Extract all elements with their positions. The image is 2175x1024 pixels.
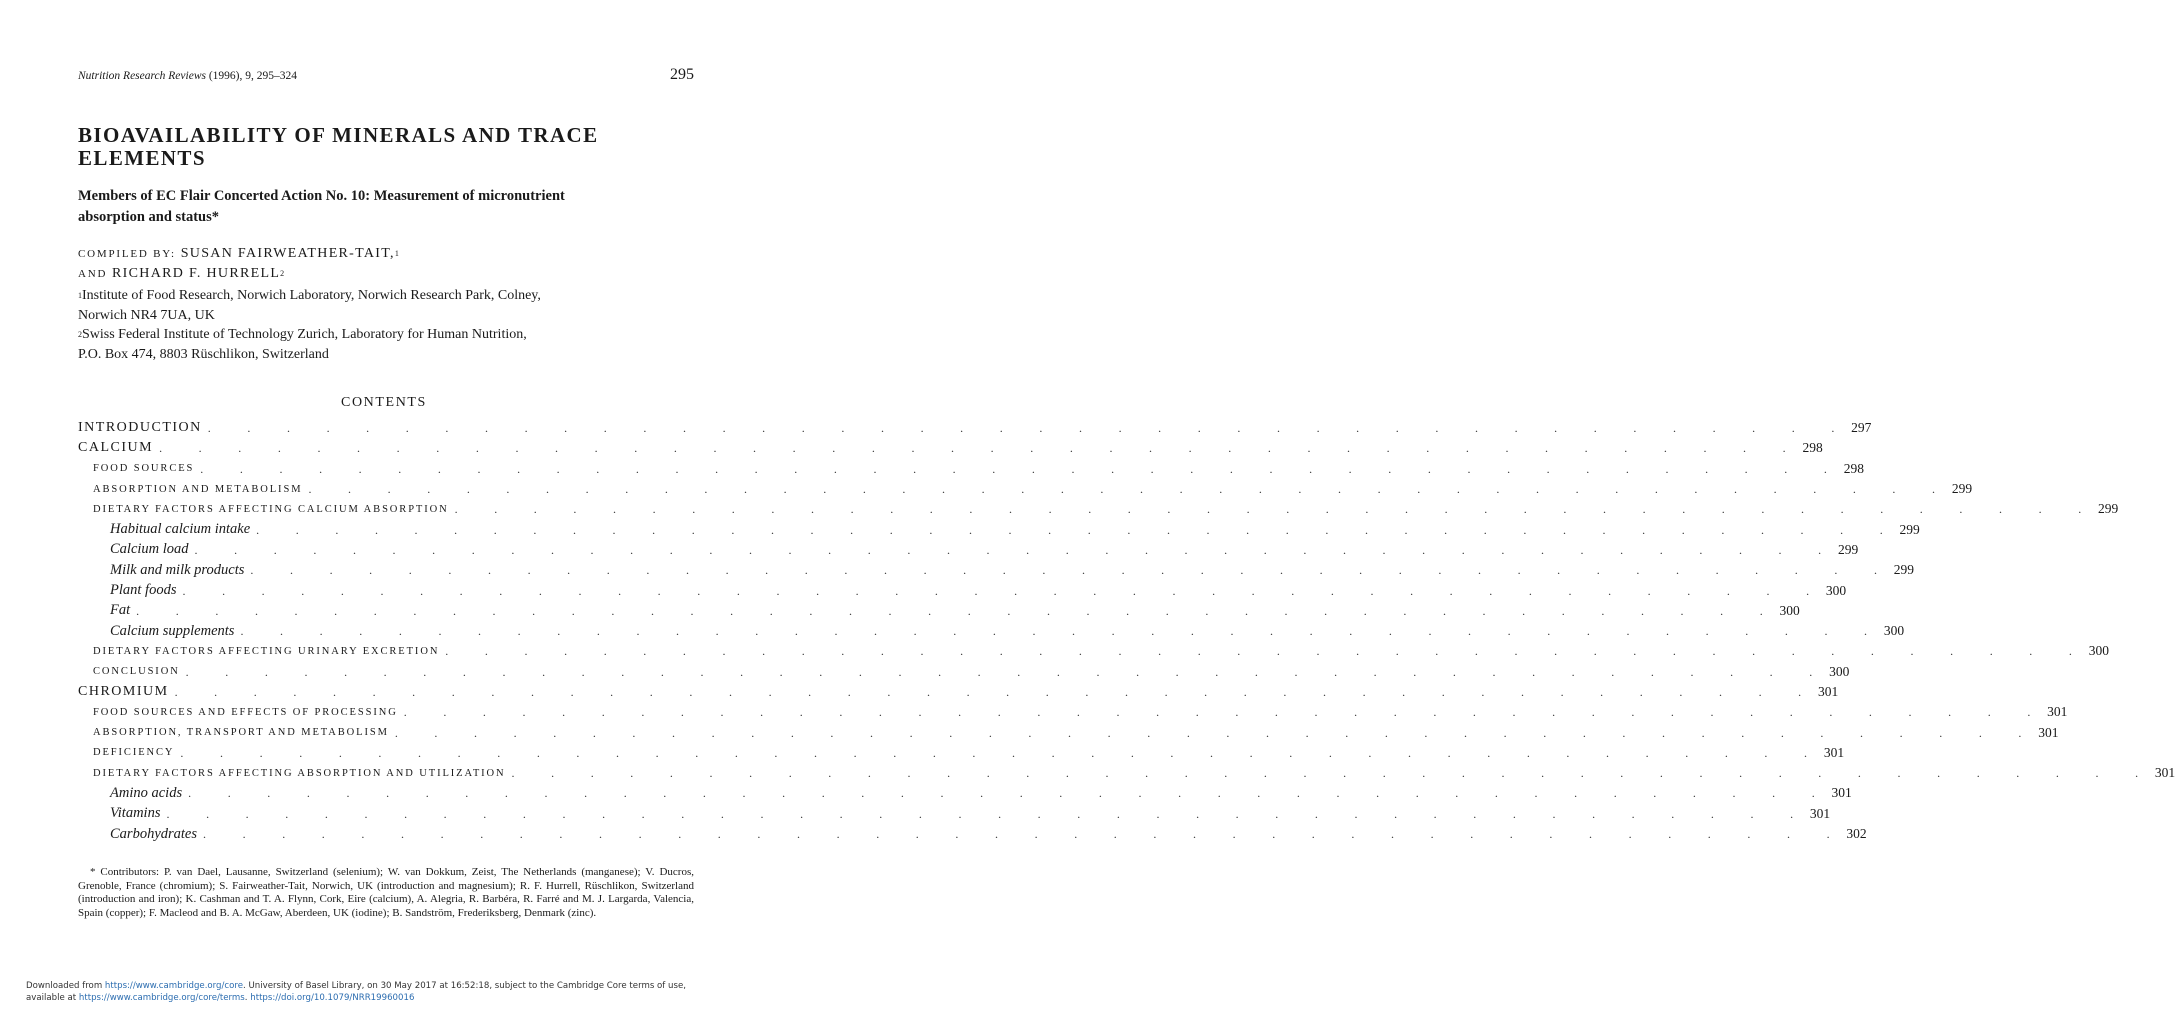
toc-entry-chromium-dietary-factors[interactable] <box>78 763 2175 783</box>
toc-leader: . . . . . . . . . . . . . . . . . . . . . . . . . . . . . . . . . . . . . . . . . . <box>454 502 2099 517</box>
download-separator: . <box>244 993 251 1003</box>
toc-page: 300 <box>1829 663 1850 679</box>
author-2: RICHARD F. HURRELL <box>112 266 281 281</box>
toc-label: Plant foods <box>110 582 177 599</box>
toc-leader: . . . . . . . . . . . . . . . . . . . . . . . . . . . . . . . . . . . . . . . . . . <box>394 725 2039 740</box>
author-line-1 <box>78 244 698 264</box>
toc-label: Milk and milk products <box>110 561 245 578</box>
toc-entry-urinary-excretion[interactable] <box>78 641 2109 661</box>
author-block <box>78 244 698 284</box>
toc-label: DIETARY FACTORS AFFECTING URINARY EXCRETION <box>93 645 440 657</box>
toc-page: 299 <box>2098 501 2119 517</box>
toc-leader: . . . . . . . . . . . . . . . . . . . . . . . . . . . . . . . . . . . . . . . . . . <box>403 705 2048 720</box>
toc-entry-calcium-supplements[interactable] <box>78 621 1905 641</box>
table-of-contents <box>78 418 2175 844</box>
toc-leader: . . . . . . . . . . . . . . . . . . . . . . . . . . . . . . . . . . . . . . . . . . <box>194 542 1838 557</box>
toc-entry-calcium-food-sources[interactable] <box>78 459 1864 479</box>
toc-entry-dietary-factors-calcium[interactable] <box>78 499 2119 519</box>
author-line-2 <box>78 264 698 284</box>
toc-leader: . . . . . . . . . . . . . . . . . . . . . . . . . . . . . . . . . . . . . . . . . . <box>180 745 1824 760</box>
toc-label: INTRODUCTION <box>78 420 202 436</box>
compiled-by-label: COMPILED BY: <box>78 248 176 260</box>
toc-entry-milk-products[interactable] <box>78 560 1915 580</box>
toc-label: DEFICIENCY <box>93 747 175 759</box>
toc-label: FOOD SOURCES AND EFFECTS OF PROCESSING <box>93 706 398 718</box>
toc-page: 297 <box>1851 420 1872 436</box>
toc-leader: . . . . . . . . . . . . . . . . . . . . . . . . . . . . . . . . . . . . . . . . . . <box>159 441 1803 456</box>
toc-leader: . . . . . . . . . . . . . . . . . . . . . . . . . . . . . . . . . . . . . . . . . . <box>174 685 1818 699</box>
download-line-1 <box>26 980 746 992</box>
toc-entry-chromium-absorption[interactable] <box>78 722 2059 742</box>
toc-entry-introduction[interactable] <box>78 418 1872 438</box>
toc-label: FOOD SOURCES <box>93 463 195 475</box>
affiliation-1-sup: 1 <box>78 291 82 300</box>
author-2-sup: 2 <box>280 269 285 278</box>
toc-page: 301 <box>1831 785 1852 801</box>
doi-link[interactable]: https://doi.org/10.1079/NRR19960016 <box>250 993 415 1003</box>
toc-page: 299 <box>1893 562 1915 578</box>
toc-leader: . . . . . . . . . . . . . . . . . . . . . . . . . . . . . . . . . . . . . . . . . . <box>240 624 1884 639</box>
toc-leader: . . . . . . . . . . . . . . . . . . . . . . . . . . . . . . . . . . . . . . . . . . <box>136 603 1780 618</box>
toc-page: 299 <box>1951 481 1973 497</box>
toc-entry-chromium[interactable] <box>78 682 1839 702</box>
toc-leader: . . . . . . . . . . . . . . . . . . . . . . . . . . . . . . . . . . . . . . . . . . <box>250 563 1894 578</box>
toc-page: 300 <box>2088 643 2109 659</box>
toc-leader: . . . . . . . . . . . . . . . . . . . . . . . . . . . . . . . . . . . . . . . . . . <box>511 766 2155 781</box>
toc-entry-calcium-absorption-metabolism[interactable] <box>78 479 1973 499</box>
toc-page: 300 <box>1883 623 1905 639</box>
toc-label: Calcium load <box>110 541 189 558</box>
running-head <box>78 66 694 86</box>
author-1: SUSAN FAIRWEATHER-TAIT, <box>180 246 395 261</box>
page-number: 295 <box>670 66 694 83</box>
toc-entry-carbohydrates[interactable] <box>78 824 1867 844</box>
contributors-footnote: * Contributors: P. van Dael, Lausanne, Switzerland (selenium); W. van Dokkum, Zeist, The Netherlands (manganese); V. Ducros, Grenoble, France (chromium); S. Fairweather-Tait, Norwich, UK (introduction and magnesium); R. F. Hurrell, Rüschlikon, Switzerland (introduction and iron); K. Cashman and T. A. Flynn, Cork, Eire (calcium), A. Alegria, R. Barbéra, R. Farré and M. J. Largarda, Valencia, Spain (copper); F. Macleod and B. A. McGaw, Aberdeen, UK (iodine); B. Sandström, Frederiksberg, Denmark (zinc). <box>78 866 694 919</box>
download-notice <box>26 980 746 1004</box>
toc-label: CALCIUM <box>78 440 154 456</box>
toc-leader: . . . . . . . . . . . . . . . . . . . . . . . . . . . . . . . . . . . . . . . . . . <box>445 644 2089 659</box>
toc-page: 299 <box>1837 541 1859 557</box>
toc-leader: . . . . . . . . . . . . . . . . . . . . . . . . . . . . . . . . . . . . . . . . . . <box>166 806 1810 821</box>
toc-entry-chromium-food-sources[interactable] <box>78 702 2068 722</box>
download-line-2 <box>26 992 746 1004</box>
toc-label: CONCLUSION <box>93 666 180 678</box>
affiliation-2 <box>78 325 698 345</box>
toc-entry-calcium[interactable] <box>78 438 1823 458</box>
toc-leader: . . . . . . . . . . . . . . . . . . . . . . . . . . . . . . . . . . . . . . . . . . <box>308 482 1952 497</box>
article-subtitle <box>78 186 698 228</box>
subtitle-line-2: absorption and status* <box>78 209 220 225</box>
toc-label: Calcium supplements <box>110 622 235 639</box>
affiliation-2-sup: 2 <box>78 330 82 339</box>
toc-entry-fat[interactable] <box>78 601 1800 621</box>
toc-label: ABSORPTION, TRANSPORT AND METABOLISM <box>93 727 389 739</box>
citation: (1996), 9, 295–324 <box>208 70 298 82</box>
toc-entry-vitamins[interactable] <box>78 804 1831 824</box>
title-line-1: BIOAVAILABILITY OF MINERALS AND TRACE <box>78 123 599 147</box>
toc-page: 302 <box>1846 826 1867 842</box>
toc-page: 300 <box>1825 582 1847 598</box>
toc-leader: . . . . . . . . . . . . . . . . . . . . . . . . . . . . . . . . . . . . . . . . . . <box>182 583 1826 598</box>
toc-page: 298 <box>1802 440 1823 456</box>
download-prefix: Downloaded from <box>26 981 105 991</box>
author-1-sup: 1 <box>394 249 399 258</box>
toc-entry-plant-foods[interactable] <box>78 580 1847 600</box>
affiliation-2-line-2: P.O. Box 474, 8803 Rüschlikon, Switzerland <box>78 346 329 362</box>
affiliation-1 <box>78 286 698 306</box>
cambridge-core-link[interactable]: https://www.cambridge.org/core <box>104 981 244 991</box>
toc-label: Habitual calcium intake <box>110 521 251 538</box>
toc-page: 301 <box>1823 744 1845 760</box>
title-line-2: ELEMENTS <box>78 146 206 170</box>
toc-page: 301 <box>1817 684 1839 699</box>
subtitle-line-1: Members of EC Flair Concerted Action No. 10: Measurement of micronutrient <box>78 188 565 204</box>
toc-label: DIETARY FACTORS AFFECTING ABSORPTION AND UTILIZATION <box>93 767 506 779</box>
affiliation-1-line-2: Norwich NR4 7UA, UK <box>78 307 215 323</box>
journal-name: Nutrition Research Reviews <box>78 70 206 82</box>
toc-leader: . . . . . . . . . . . . . . . . . . . . . . . . . . . . . . . . . . . . . . . . . . <box>256 522 1900 537</box>
toc-label: DIETARY FACTORS AFFECTING CALCIUM ABSORPTION <box>93 503 449 515</box>
toc-page: 301 <box>2038 724 2059 740</box>
toc-label: Fat <box>110 602 131 619</box>
toc-label: CHROMIUM <box>78 684 169 699</box>
toc-label: Amino acids <box>110 784 183 801</box>
toc-leader: . . . . . . . . . . . . . . . . . . . . . . . . . . . . . . . . . . . . . . . . . . <box>185 664 1830 679</box>
toc-leader: . . . . . . . . . . . . . . . . . . . . . . . . . . . . . . . . . . . . . . . . . . <box>200 461 1844 476</box>
toc-label: Carbohydrates <box>110 825 197 842</box>
toc-page: 299 <box>1899 521 1920 537</box>
download-available: available at <box>26 993 79 1003</box>
contents-heading: CONTENTS <box>341 395 427 410</box>
journal-citation <box>78 70 297 82</box>
toc-page: 301 <box>1809 805 1831 821</box>
toc-entry-chromium-deficiency[interactable] <box>78 743 1845 763</box>
toc-page: 301 <box>2047 704 2068 720</box>
affiliation-1-line-1: Institute of Food Research, Norwich Laboratory, Norwich Research Park, Colney, <box>82 288 541 303</box>
terms-link[interactable]: https://www.cambridge.org/core/terms <box>78 993 245 1003</box>
affiliations <box>78 286 698 364</box>
toc-entry-calcium-load[interactable] <box>78 540 1859 560</box>
affiliation-2-line-1: Swiss Federal Institute of Technology Zurich, Laboratory for Human Nutrition, <box>82 327 527 342</box>
toc-page: 301 <box>2154 765 2175 781</box>
toc-label: ABSORPTION AND METABOLISM <box>93 483 303 495</box>
and-label: AND <box>78 268 108 280</box>
toc-entry-amino-acids[interactable] <box>78 783 1852 803</box>
toc-label: Vitamins <box>110 805 161 822</box>
article-title <box>78 124 698 170</box>
toc-entry-habitual-calcium-intake[interactable] <box>78 519 1920 539</box>
toc-leader: . . . . . . . . . . . . . . . . . . . . . . . . . . . . . . . . . . . . . . . . . . <box>188 786 1832 801</box>
toc-page: 298 <box>1843 460 1864 476</box>
toc-entry-calcium-conclusion[interactable] <box>78 662 1850 682</box>
toc-page: 300 <box>1779 602 1800 618</box>
toc-leader: . . . . . . . . . . . . . . . . . . . . . . . . . . . . . . . . . . . . . . . . . . <box>203 827 1847 842</box>
toc-leader: . . . . . . . . . . . . . . . . . . . . . . . . . . . . . . . . . . . . . . . . . . <box>207 421 1852 436</box>
download-middle: . University of Basel Library, on 30 May 2017 at 16:52:18, subject to the Cambridge Core terms of use, <box>243 981 686 991</box>
